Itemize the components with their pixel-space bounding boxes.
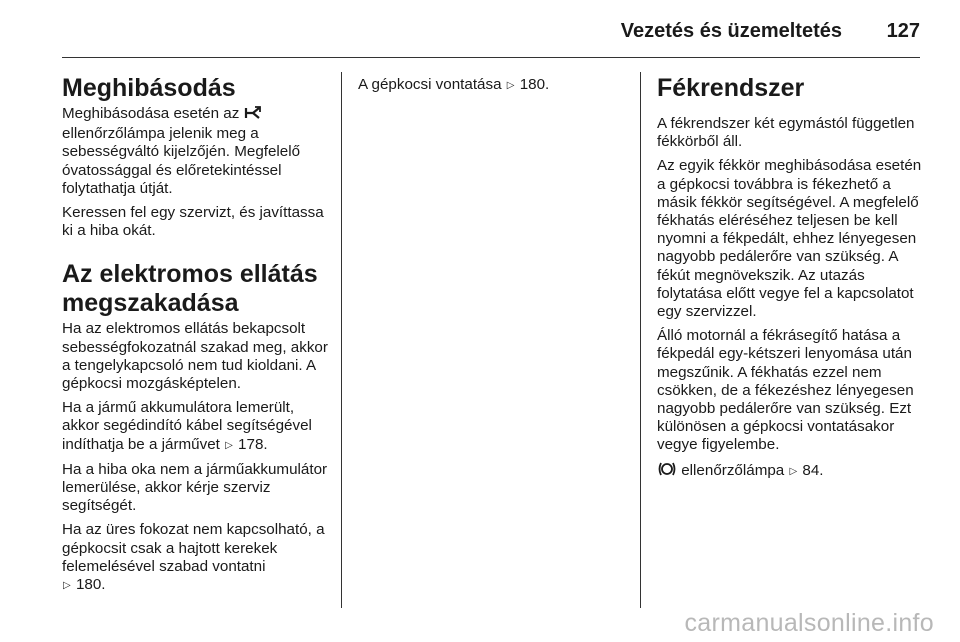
section-heading-power-loss: Az elektromos ellátás megszakadása <box>62 260 318 318</box>
paragraph: Az egyik fékkör meghibásodása esetén a gépkocsi továbbra is fékezhető a másik fékkör segítségével. A megfelelő fékhatás eléréséhez teljesen be kell nyomni a fékpedált, ehhez lényegesen nagyobb pedálerőre van szükség. A fékút megnövekszik. Az utazás folytatása előtt vegye fel a kapcsolatot egy szervizzel. <box>657 157 922 321</box>
column-left <box>62 74 332 601</box>
text-run: ellenőrzőlámpa jelenik meg a sebességváltó kijelzőjén. Megfelelő óvatossággal és előretekintéssel folytathatja útját. <box>62 125 301 197</box>
paragraph <box>358 76 628 95</box>
watermark: carmanualsonline.info <box>684 609 934 637</box>
text-run: Ha a jármű akkumulátora lemerült, akkor segédindító kábel segítségével indíthatja be a járművet <box>62 399 312 453</box>
paragraph <box>657 461 922 482</box>
paragraph <box>62 521 332 595</box>
text-run: ellenőrzőlámpa <box>681 461 785 479</box>
paragraph: Ha a hiba oka nem a járműakkumulátor lemerülése, akkor kérje szerviz segítségét. <box>62 460 328 515</box>
text-run: A gépkocsi vontatása <box>358 76 502 93</box>
gearbox-warning-icon <box>244 106 262 125</box>
section-heading-malfunction: Meghibásodás <box>62 74 236 102</box>
page-number: 127 <box>886 20 920 42</box>
reference-arrow-icon: ▷ <box>63 580 71 592</box>
page-reference[interactable]: 84. <box>802 461 824 479</box>
page-reference[interactable]: 178. <box>238 435 268 453</box>
text-run: Meghibásodása esetén az <box>62 105 240 122</box>
column-divider-1 <box>341 72 342 608</box>
page-reference[interactable]: 180. <box>75 576 106 594</box>
column-divider-2 <box>640 72 641 608</box>
header-rule <box>62 57 920 58</box>
brake-warning-icon <box>657 461 677 482</box>
paragraph <box>62 399 332 455</box>
column-middle <box>358 74 628 101</box>
reference-arrow-icon: ▷ <box>225 439 233 451</box>
text-run: Ha az üres fokozat nem kapcsolható, a gépkocsit csak a hajtott kerekek felemelésével szabad vontatni <box>62 521 325 575</box>
paragraph: Álló motornál a fékrásegítő hatása a fékpedál egy-kétszeri lenyomása után megszűnik. A fékhatás ezzel nem csökken, de a fékezéshez lényegesen nagyobb pedálerőre van szükség. Ezt különösen a gépkocsi vontatásakor vegye figyelembe. <box>657 327 914 454</box>
column-right <box>657 74 922 488</box>
reference-arrow-icon: ▷ <box>789 465 798 477</box>
page-header <box>62 18 920 58</box>
paragraph: Ha az elektromos ellátás bekapcsolt sebességfokozatnál szakad meg, akkor a tengelykapcsoló nem tud kioldani. A gépkocsi mozgásképtelen. <box>62 320 328 393</box>
page-reference[interactable]: 180. <box>519 76 550 93</box>
paragraph: Keressen fel egy szervizt, és javíttassa ki a hiba okát. <box>62 204 324 240</box>
reference-arrow-icon: ▷ <box>506 80 515 91</box>
section-heading-brake-system: Fékrendszer <box>657 74 805 102</box>
page-header-title: Vezetés és üzemeltetés <box>620 20 842 42</box>
paragraph <box>62 105 332 198</box>
paragraph: A fékrendszer két egymástól független fékkörből áll. <box>657 115 915 151</box>
